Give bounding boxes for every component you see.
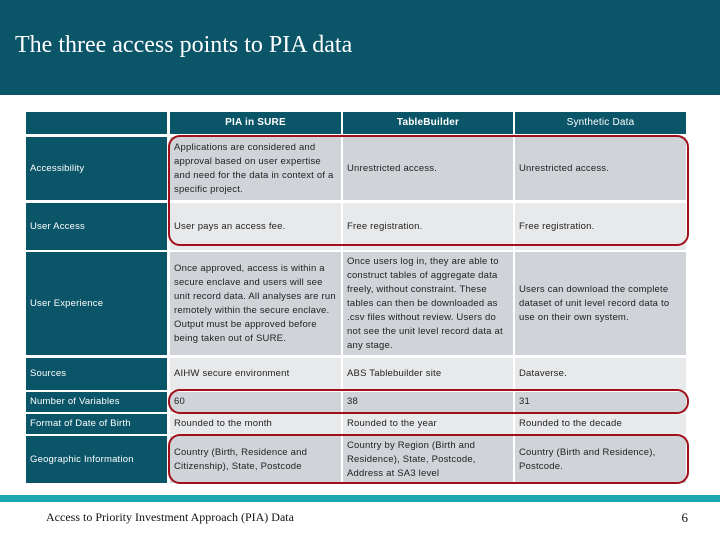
table-cell: Dataverse. xyxy=(515,358,686,390)
row-label: Geographic Information xyxy=(26,436,167,483)
table-cell: Rounded to the year xyxy=(343,414,513,434)
row-label: Accessibility xyxy=(26,137,167,200)
table-cell: ABS Tablebuilder site xyxy=(343,358,513,390)
table-cell: Country (Birth, Residence and Citizenship), State, Postcode xyxy=(170,436,341,483)
table-cell: Applications are considered and approval based on user expertise and need for the data in context of a specific project. xyxy=(170,137,341,200)
column-header: PIA in SURE xyxy=(170,112,341,134)
table-cell: Once users log in, they are able to construct tables of aggregate data freely, without constraint. These tables can then be downloaded as .csv files without review. Users do not see the unit level record data at any stage. xyxy=(343,252,513,355)
table-cell: 38 xyxy=(343,392,513,412)
table-cell: Unrestricted access. xyxy=(343,137,513,200)
table-cell: Users can download the complete dataset of unit level record data to use on their own system. xyxy=(515,252,686,355)
footer-text: Access to Priority Investment Approach (PIA) Data xyxy=(46,510,294,524)
row-label: Number of Variables xyxy=(26,392,167,412)
row-label: User Experience xyxy=(26,252,167,355)
table-cell: Rounded to the month xyxy=(170,414,341,434)
table-cell: Country by Region (Birth and Residence), State, Postcode, Address at SA3 level xyxy=(343,436,513,483)
table-cell: Unrestricted access. xyxy=(515,137,686,200)
row-label: Format of Date of Birth xyxy=(26,414,167,434)
page-number: 6 xyxy=(681,510,688,525)
table-cell: 31 xyxy=(515,392,686,412)
table-cell: Free registration. xyxy=(515,203,686,250)
column-header: Synthetic Data xyxy=(515,112,686,134)
column-header: TableBuilder xyxy=(343,112,513,134)
table-cell: Country (Birth and Residence), Postcode. xyxy=(515,436,686,483)
footer-divider xyxy=(0,495,720,502)
table-cell: User pays an access fee. xyxy=(170,203,341,250)
table-cell: 60 xyxy=(170,392,341,412)
column-header xyxy=(26,112,167,134)
table-cell: Rounded to the decade xyxy=(515,414,686,434)
table-cell: Free registration. xyxy=(343,203,513,250)
row-label: Sources xyxy=(26,358,167,390)
table-cell: Once approved, access is within a secure enclave and users will see unit record data. All analyses are run remotely within the secure enclave. Output must be approved before being taken out of SURE. xyxy=(170,252,341,355)
row-label: User Access xyxy=(26,203,167,250)
slide-title: The three access points to PIA data xyxy=(15,32,353,58)
table-cell: AIHW secure environment xyxy=(170,358,341,390)
